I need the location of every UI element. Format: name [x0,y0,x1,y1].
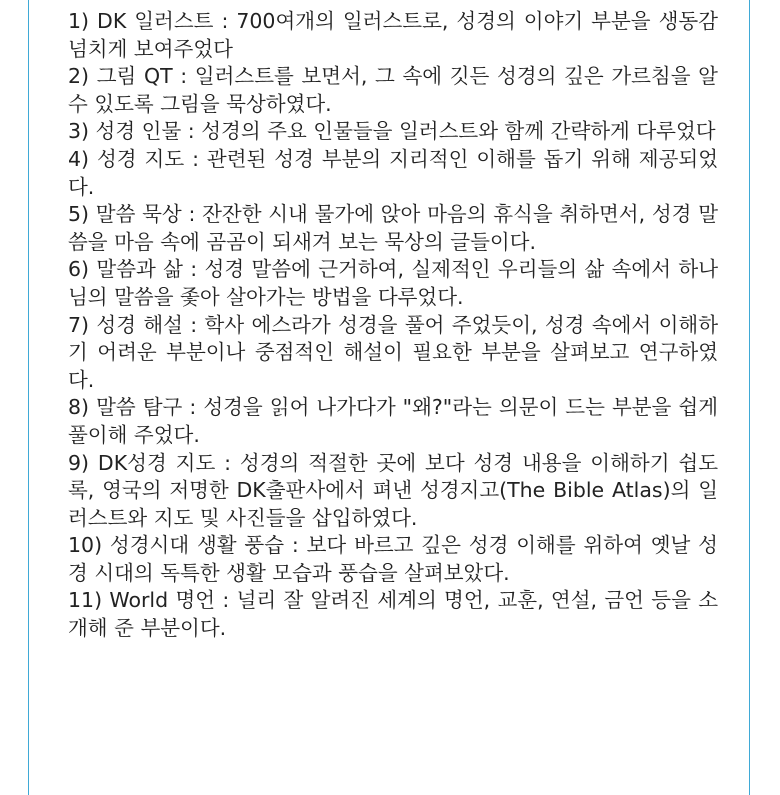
list-item: 1) DK 일러스트 : 700여개의 일러스트로, 성경의 이야기 부분을 생동감 넘치게 보여주었다 [68,9,718,61]
list-item: 5) 말씀 묵상 : 잔잔한 시내 물가에 앉아 마음의 휴식을 취하면서, 성경 말씀을 마음 속에 곰곰이 되새겨 보는 묵상의 글들이다. [68,202,718,254]
list-item: 11) World 명언 : 널리 잘 알려진 세계의 명언, 교훈, 연설, 금언 등을 소개해 준 부분이다. [68,588,718,641]
list-item: 10) 성경시대 생활 풍습 : 보다 바르고 깊은 성경 이해를 위하여 옛날 성경 시대의 독특한 생활 모습과 풍습을 살펴보았다. [68,533,718,585]
list-item: 6) 말씀과 삶 : 성경 말씀에 근거하여, 실제적인 우리들의 삶 속에서 하나님의 말씀을 좇아 살아가는 방법을 다루었다. [68,257,718,309]
list-item: 4) 성경 지도 : 관련된 성경 부분의 지리적인 이해를 돕기 위해 제공되었다. [68,146,718,199]
list-item: 2) 그림 QT : 일러스트를 보면서, 그 속에 깃든 성경의 깊은 가르침을 알 수 있도록 그림을 묵상하였다. [68,64,718,116]
list-item: 3) 성경 인물 : 성경의 주요 인물들을 일러스트와 함께 간략하게 다루었다 [68,119,716,144]
list-item: 9) DK성경 지도 : 성경의 적절한 곳에 보다 성경 내용을 이해하기 쉽도록, 영국의 저명한 DK출판사에서 펴낸 성경지고(The Bible Atlas)의 일러스트와 지도 및 사진들을 삽입하였다. [68,450,718,530]
list-item: 7) 성경 해설 : 학사 에스라가 성경을 풀어 주었듯이, 성경 속에서 이해하기 어려운 부분이나 중점적인 해설이 필요한 부분을 살펴보고 연구하였다. [68,312,718,392]
list-item: 8) 말씀 탐구 : 성경을 읽어 나가다가 "왜?"라는 의문이 드는 부분을 쉽게 풀이해 주었다. [68,395,718,447]
feature-list [68,8,718,643]
